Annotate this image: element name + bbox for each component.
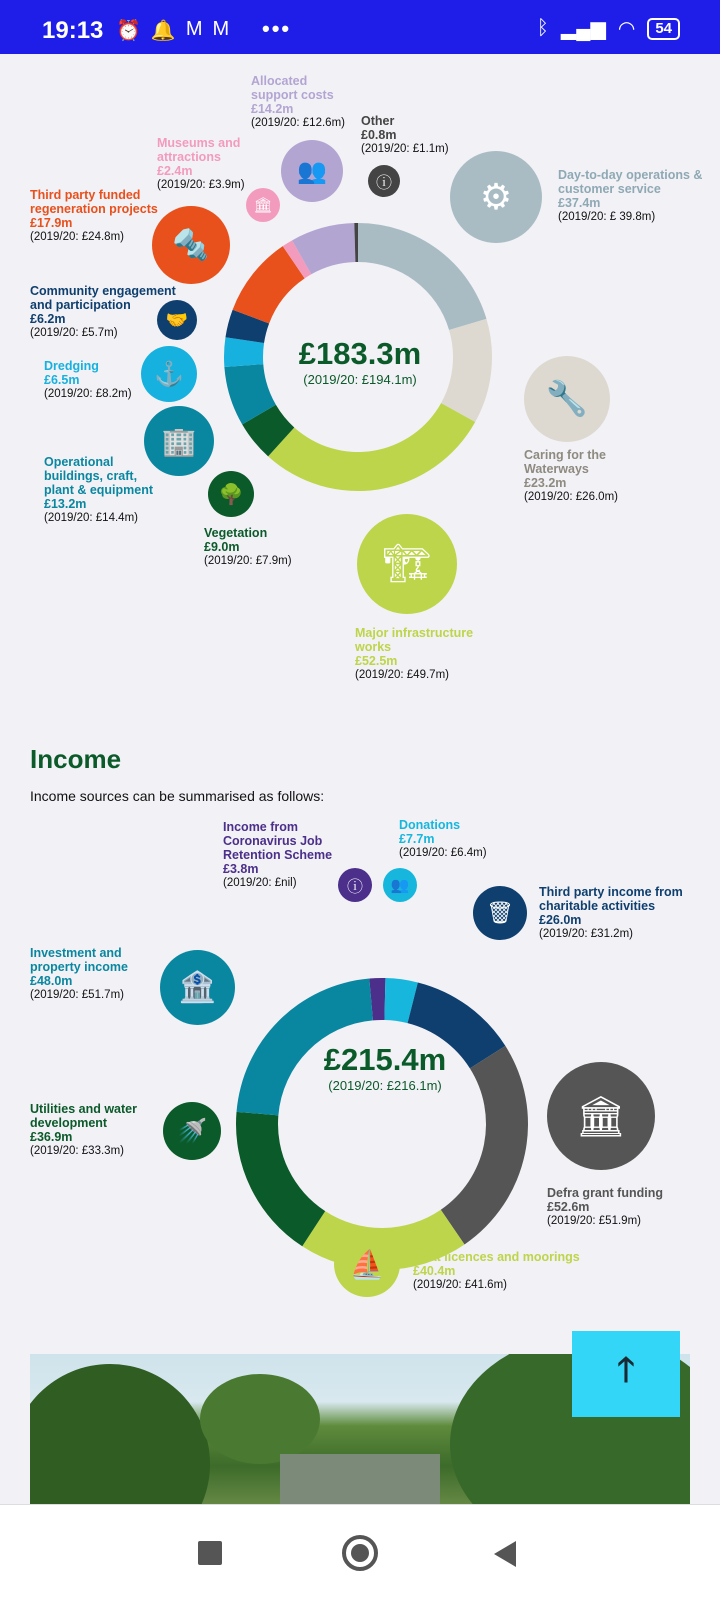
crane-icon: 🏗	[357, 514, 457, 614]
income-slice-5	[236, 1112, 325, 1246]
inc-label-5	[30, 1102, 155, 1158]
status-bar	[0, 0, 720, 54]
exp-label-4-amount: £13.2m	[44, 497, 87, 511]
expenditure-slice-2	[268, 403, 475, 491]
inc-label-2-amount: £26.0m	[539, 913, 582, 927]
arrow-up-icon: 🡑	[617, 1350, 635, 1389]
expenditure-total-prev: (2019/20: £194.1m)	[303, 372, 417, 387]
inc-label-2-name: Third party income from charitable activities	[539, 885, 683, 913]
inc-label-4	[413, 1250, 588, 1292]
exp-label-3-prev: (2019/20: £7.9m)	[204, 555, 292, 567]
scroll-to-top-button[interactable]	[572, 1331, 680, 1417]
handshake-icon: 🤝	[157, 300, 197, 340]
exp-label-6-amount: £6.2m	[30, 312, 66, 326]
shower-icon: 🚿	[163, 1102, 221, 1160]
inc-label-3-amount: £52.6m	[547, 1200, 590, 1214]
exp-label-1-name: Caring for the Waterways	[524, 448, 606, 476]
exp-label-10	[361, 114, 461, 156]
exp-label-7-name: Third party funded regeneration projects	[30, 188, 158, 216]
inc-label-0-amount: £3.8m	[223, 862, 259, 876]
exp-label-4-name: Operational buildings, craft, plant & equipment	[44, 455, 154, 497]
photo-tree	[200, 1374, 320, 1464]
page-content[interactable]	[0, 54, 720, 1504]
inc-label-6	[30, 946, 145, 1002]
inc-label-6-amount: £48.0m	[30, 974, 73, 988]
dredging-icon: ⚓	[141, 346, 197, 402]
bell-icon: 🔔	[150, 20, 176, 42]
expenditure-total	[265, 336, 455, 387]
exp-label-4-prev: (2019/20: £14.4m)	[44, 512, 138, 524]
exp-label-2-prev: (2019/20: £49.7m)	[355, 669, 449, 681]
exp-label-2	[355, 626, 485, 682]
expenditure-slice-0	[358, 223, 486, 330]
exp-label-4	[44, 455, 154, 525]
exp-label-7-amount: £17.9m	[30, 216, 73, 230]
exp-label-5-prev: (2019/20: £8.2m)	[44, 388, 132, 400]
notification-icons	[116, 18, 229, 43]
income-intro: Income sources can be summarised as follows:	[30, 788, 325, 804]
battery-icon: 54	[647, 18, 680, 40]
inc-label-3-name: Defra grant funding	[547, 1186, 663, 1200]
inc-label-6-name: Investment and property income	[30, 946, 128, 974]
exp-label-6	[30, 284, 180, 340]
photo-lock-gate	[280, 1454, 440, 1504]
inc-label-4-name: Boat licences and moorings	[413, 1250, 580, 1264]
operations-icon: ⚙	[450, 151, 542, 243]
property-icon: 🏦	[160, 950, 235, 1025]
income-total	[285, 1042, 485, 1093]
exp-label-7	[30, 188, 165, 244]
exp-label-7-prev: (2019/20: £24.8m)	[30, 231, 124, 243]
trees-icon: 🌳	[208, 471, 254, 517]
inc-label-1	[399, 818, 509, 860]
gmail-icon: M	[185, 18, 203, 40]
inc-label-3-prev: (2019/20: £51.9m)	[547, 1215, 641, 1227]
inc-label-6-prev: (2019/20: £51.7m)	[30, 989, 124, 1001]
bluetooth-icon: ᛒ	[536, 17, 549, 39]
income-total-value: £215.4m	[323, 1042, 447, 1077]
exp-label-10-name: Other	[361, 114, 395, 128]
exp-label-3-amount: £9.0m	[204, 540, 240, 554]
inc-label-5-prev: (2019/20: £33.3m)	[30, 1145, 124, 1157]
exp-label-8-name: Museums and attractions	[157, 136, 241, 164]
income-total-prev: (2019/20: £216.1m)	[328, 1078, 442, 1093]
exp-label-3	[204, 526, 314, 568]
alarm-off-icon: ⏰	[116, 20, 141, 42]
exp-label-9	[251, 74, 346, 130]
exp-label-1-amount: £23.2m	[524, 476, 567, 490]
exp-label-10-prev: (2019/20: £1.1m)	[361, 143, 449, 155]
gmail-icon: M	[212, 18, 230, 40]
exp-label-0-name: Day-to-day operations & customer service	[558, 168, 703, 196]
exp-label-3-name: Vegetation	[204, 526, 268, 540]
signal-icon: ▂▄▆	[560, 18, 606, 40]
exp-label-2-name: Major infrastructure works	[355, 626, 474, 654]
inc-label-3	[547, 1186, 697, 1228]
more-notifications-icon: •••	[262, 16, 292, 41]
exp-label-8	[157, 136, 247, 192]
exp-label-2-amount: £52.5m	[355, 654, 398, 668]
inc-label-0	[223, 820, 343, 890]
wifi-icon: ◠	[617, 18, 636, 40]
inc-label-0-name: Income from Coronavirus Job Retention Scheme	[223, 820, 333, 862]
inc-label-0-prev: (2019/20: £nil)	[223, 877, 297, 889]
income-heading: Income	[30, 744, 122, 774]
boat-icon: ⛵	[334, 1231, 400, 1297]
inc-label-5-name: Utilities and water development	[30, 1102, 137, 1130]
exp-label-1	[524, 448, 624, 504]
expenditure-total-value: £183.3m	[298, 336, 422, 371]
exp-label-5-amount: £6.5m	[44, 373, 80, 387]
inc-label-2	[539, 885, 699, 941]
job-retention-info-icon: ⓘ	[338, 868, 372, 902]
inc-label-5-amount: £36.9m	[30, 1130, 73, 1144]
wrench-icon: 🔧	[524, 356, 610, 442]
exp-label-0	[558, 168, 708, 224]
building-icon: 🏢	[144, 406, 214, 476]
recent-apps-button[interactable]	[198, 1541, 222, 1565]
inc-label-4-amount: £40.4m	[413, 1264, 456, 1278]
exp-label-5	[44, 359, 144, 401]
exp-label-6-prev: (2019/20: £5.7m)	[30, 327, 118, 339]
exp-label-5-name: Dredging	[44, 359, 99, 373]
exp-label-9-prev: (2019/20: £12.6m)	[251, 117, 345, 129]
photo-tree	[30, 1364, 210, 1504]
exp-label-9-name: Allocated support costs	[251, 74, 334, 102]
screw-icon: 🔩	[152, 206, 230, 284]
exp-label-1-prev: (2019/20: £26.0m)	[524, 491, 618, 503]
back-button[interactable]	[494, 1541, 516, 1567]
bin-icon: 🗑	[473, 886, 527, 940]
museum-icon: 🏛	[246, 188, 280, 222]
info-icon: ⓘ	[368, 165, 400, 197]
exp-label-10-amount: £0.8m	[361, 128, 397, 142]
exp-label-8-amount: £2.4m	[157, 164, 193, 178]
donations-people-icon: 👥	[383, 868, 417, 902]
system-nav-bar	[0, 1504, 720, 1600]
system-status	[537, 16, 680, 41]
exp-label-9-amount: £14.2m	[251, 102, 294, 116]
exp-label-6-name: Community engagement and participation	[30, 284, 176, 312]
inc-label-2-prev: (2019/20: £31.2m)	[539, 928, 633, 940]
exp-label-8-prev: (2019/20: £3.9m)	[157, 179, 245, 191]
inc-label-1-amount: £7.7m	[399, 832, 435, 846]
home-button[interactable]	[342, 1535, 378, 1571]
exp-label-0-prev: (2019/20: £ 39.8m)	[558, 211, 656, 223]
exp-label-0-amount: £37.4m	[558, 196, 601, 210]
clock: 19:13	[42, 17, 104, 44]
people-icon: 👥	[281, 140, 343, 202]
inc-label-1-name: Donations	[399, 818, 461, 832]
inc-label-1-prev: (2019/20: £6.4m)	[399, 847, 487, 859]
parliament-icon: 🏛	[547, 1062, 655, 1170]
inc-label-4-prev: (2019/20: £41.6m)	[413, 1279, 507, 1291]
